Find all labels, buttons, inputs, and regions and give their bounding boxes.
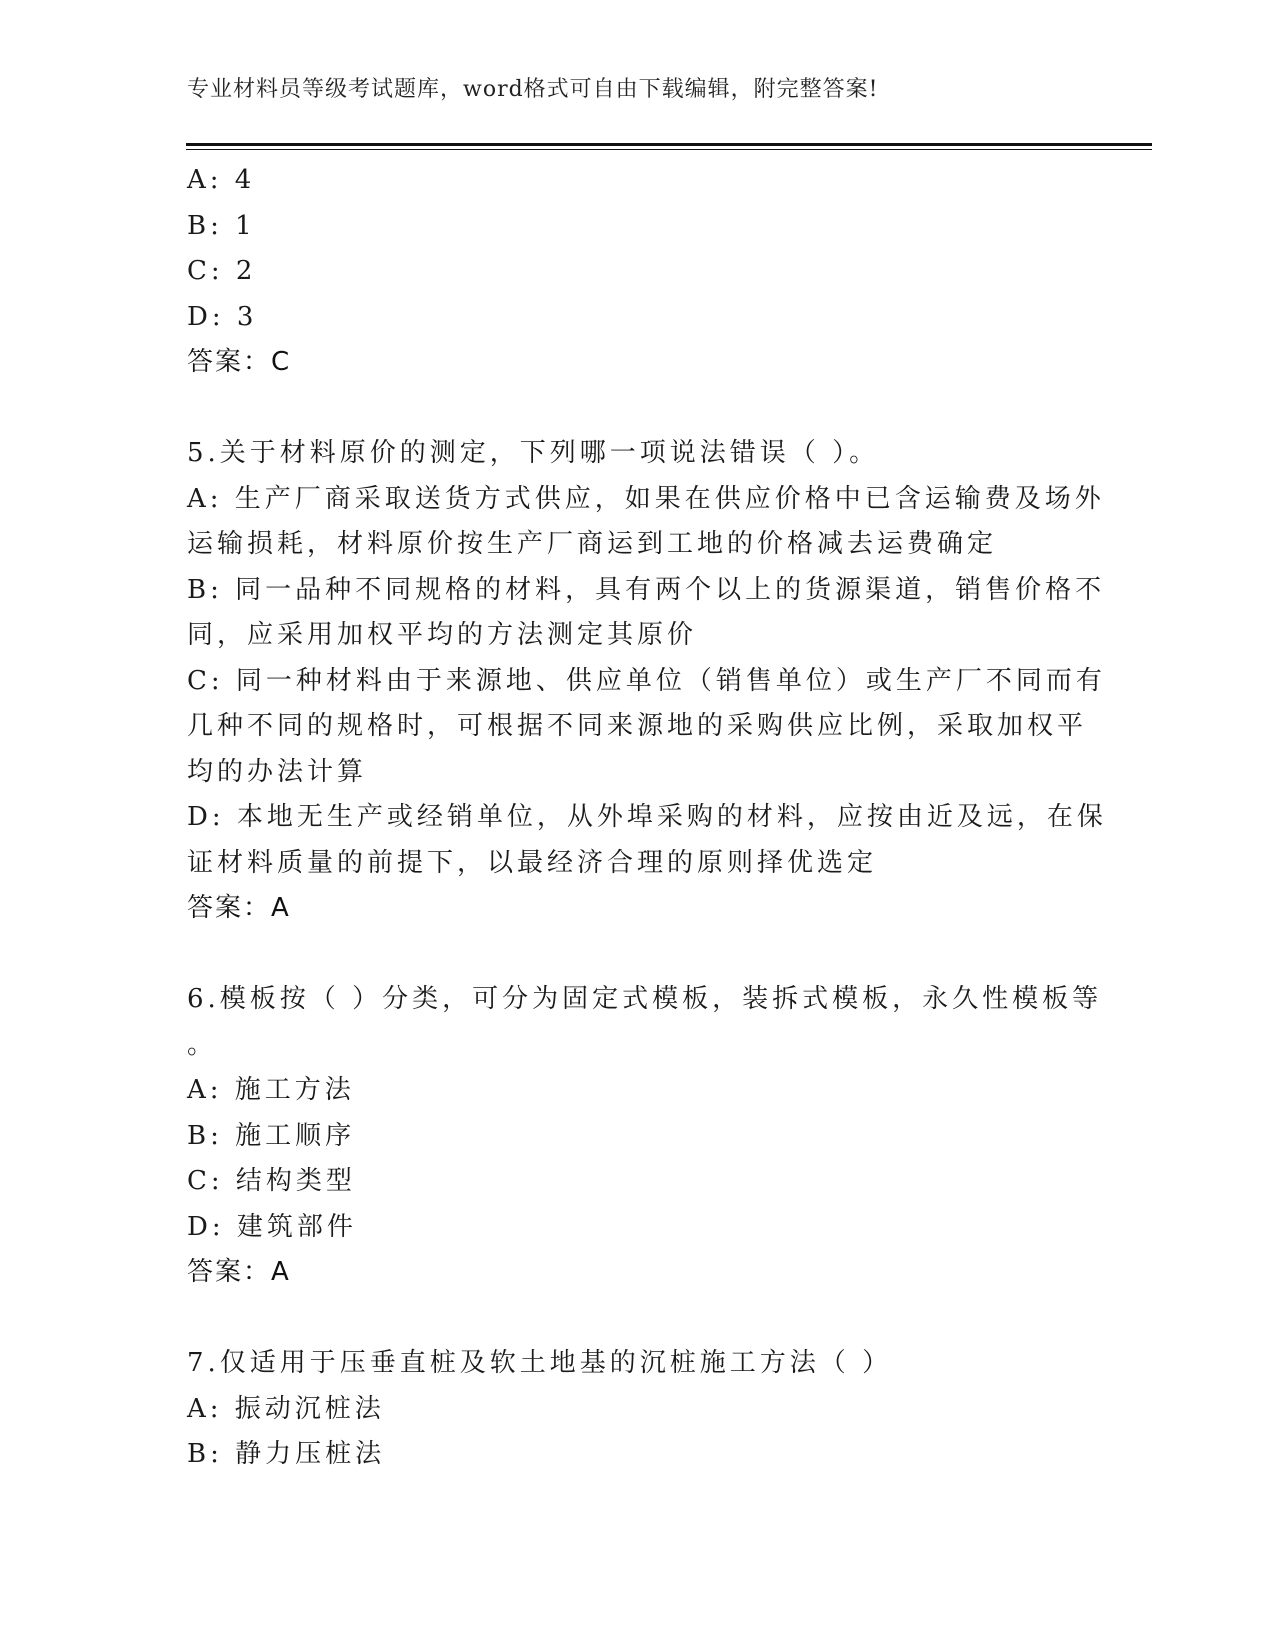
option-c: C: 结构类型 [187, 1166, 356, 1196]
option-b: B: 施工顺序 [187, 1120, 356, 1151]
page-header: 专业材料员等级考试题库，word格式可自由下载编辑，附完整答案! [187, 77, 879, 102]
question-content [187, 158, 1107, 1478]
option-c: C: 2 [187, 256, 257, 286]
answer: 答案：A [187, 1257, 291, 1287]
option-c-cont-2: 均的办法计算 [187, 756, 368, 787]
option-c: C: 同一种材料由于来源地、供应单位（销售单位）或生产厂不同而有 [187, 665, 1106, 696]
option-b-cont: 同，应采用加权平均的方法测定其原价 [187, 620, 698, 650]
option-d: D: 建筑部件 [187, 1211, 357, 1242]
option-a: A: 施工方法 [187, 1075, 355, 1105]
option-a: A: 振动沉桩法 [187, 1393, 385, 1424]
question-4 [187, 158, 1087, 386]
option-d: D: 本地无生产或经销单位，从外埠采购的材料，应按由近及远，在保 [187, 802, 1107, 832]
option-b: B: 静力压桩法 [187, 1439, 386, 1469]
option-b: B: 1 [187, 210, 256, 241]
option-a: A: 生产厂商采取送货方式供应，如果在供应价格中已含运输费及场外 [187, 483, 1105, 514]
question-7 [187, 1341, 1087, 1478]
option-d: D: 3 [187, 301, 258, 332]
question-text: 5.关于材料原价的测定，下列哪一项说法错误（ ）。 [187, 438, 880, 468]
header-divider [186, 143, 1152, 150]
option-c-cont: 几种不同的规格时，可根据不同来源地的采购供应比例，采取加权平 [187, 711, 1088, 741]
option-d-cont: 证材料质量的前提下，以最经济合理的原则择优选定 [187, 847, 878, 878]
question-text-cont: 。 [187, 1029, 218, 1060]
question-text: 6.模板按（ ）分类，可分为固定式模板，装拆式模板，永久性模板等 [187, 984, 1103, 1014]
question-6 [187, 977, 1103, 1296]
option-b: B: 同一品种不同规格的材料，具有两个以上的货源渠道，销售价格不 [187, 574, 1106, 605]
question-text: 7.仅适用于压垂直桩及软土地基的沉桩施工方法（ ） [187, 1348, 893, 1378]
answer: 答案：A [187, 893, 291, 923]
question-5 [187, 431, 1107, 932]
option-a-cont: 运输损耗，材料原价按生产厂商运到工地的价格减去运费确定 [187, 529, 998, 559]
option-a: A: 4 [187, 165, 256, 195]
answer: 答案：C [187, 347, 292, 377]
